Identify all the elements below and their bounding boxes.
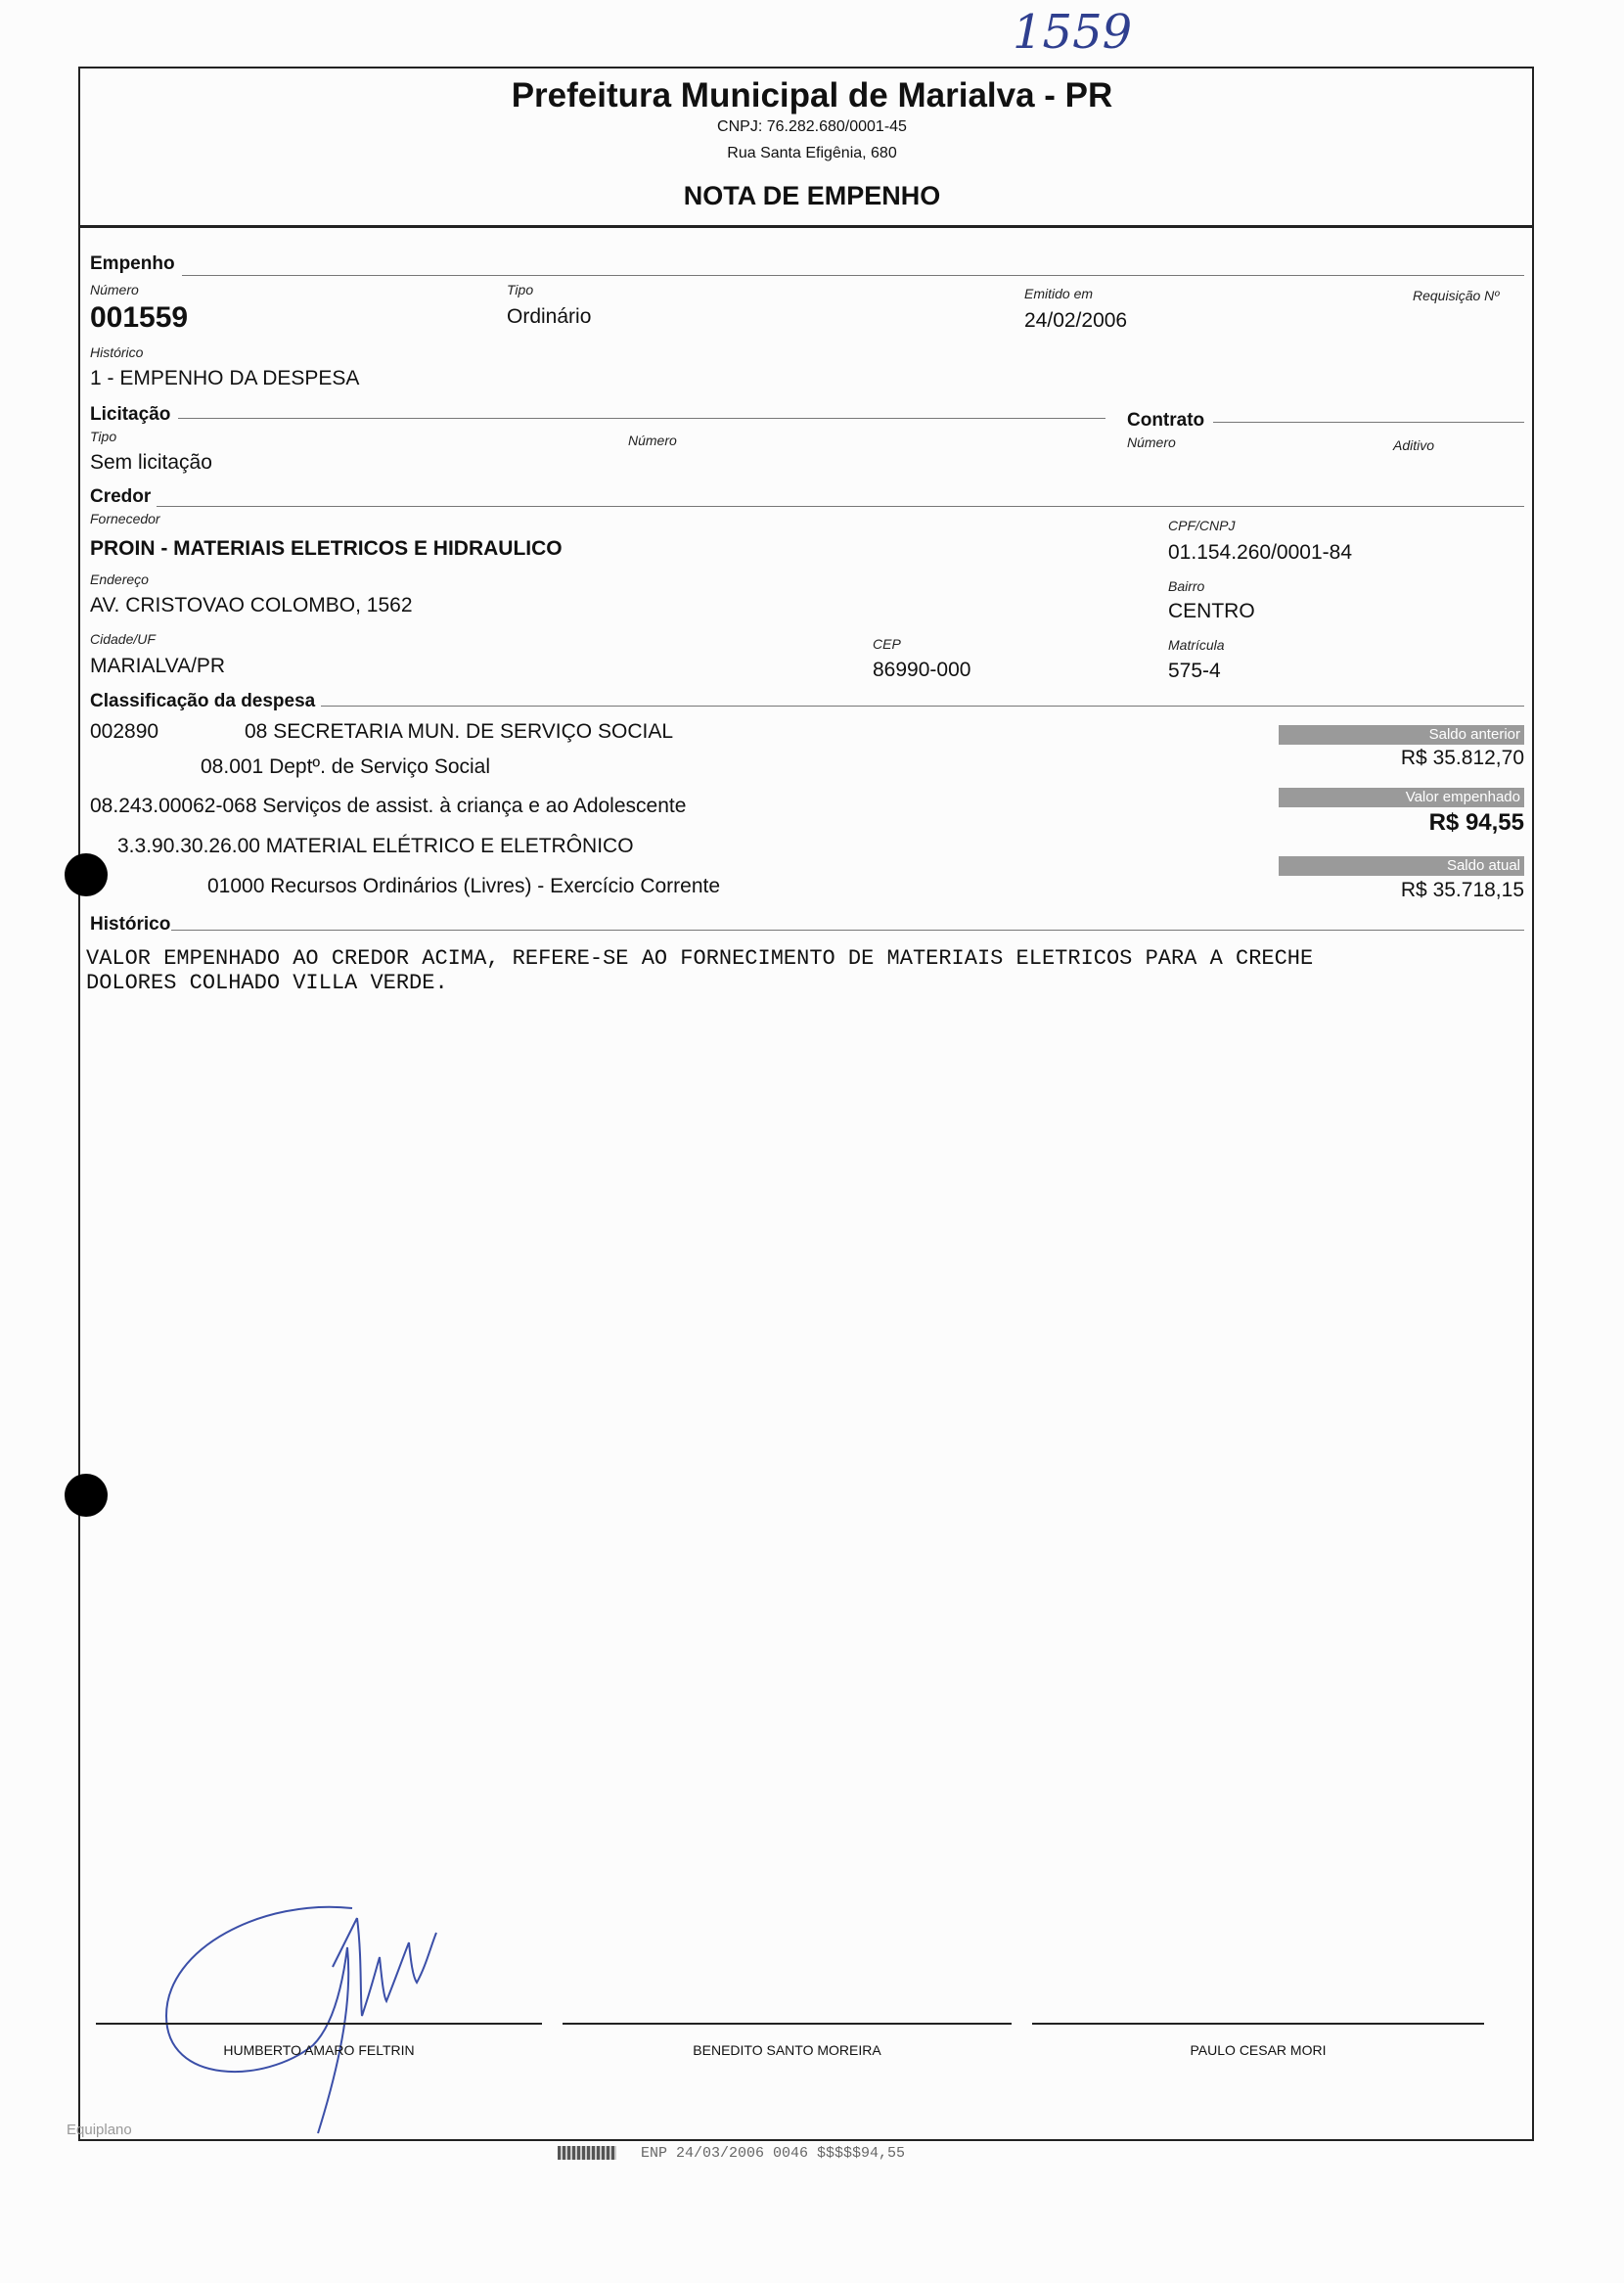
divider [321,706,1524,707]
licitacao-tipo-label: Tipo [90,429,117,444]
valor-empenhado-label: Valor empenhado [1279,788,1524,807]
valor-empenhado-value: R$ 94,55 [1428,809,1524,836]
divider [182,275,1524,276]
section-credor: Credor [90,486,152,507]
signatory-name: BENEDITO SANTO MOREIRA [693,2042,881,2058]
programa: 08.243.00062-068 Serviços de assist. à criança e ao Adolescente [90,795,687,817]
divider [178,418,1105,419]
contrato-aditivo-label: Aditivo [1393,437,1435,453]
saldo-atual-value: R$ 35.718,15 [1400,879,1524,901]
fornecedor-value: PROIN - MATERIAIS ELETRICOS E HIDRAULICO [90,537,563,560]
historico-value: 1 - EMPENHO DA DESPESA [90,367,360,389]
signature-line [1032,2023,1484,2025]
historico-label: Histórico [90,344,144,360]
binder-hole [65,853,108,896]
page-title: Prefeitura Municipal de Marialva - PR [511,76,1113,114]
historico-line-2: DOLORES COLHADO VILLA VERDE. [86,971,448,995]
address-text: Rua Santa Efigênia, 680 [727,145,897,161]
barcode-stamp [558,2146,616,2160]
cidade-value: MARIALVA/PR [90,655,226,677]
historico-line-1: VALOR EMPENHADO AO CREDOR ACIMA, REFERE-SE AO FORNECIMENTO DE MATERIAIS ELETRICOS PARA A CRECHE [86,946,1314,971]
binder-hole [65,1474,108,1517]
licitacao-numero-label: Número [628,433,677,448]
endereco-value: AV. CRISTOVAO COLOMBO, 1562 [90,594,413,616]
contrato-numero-label: Número [1127,434,1176,450]
elemento: 3.3.90.30.26.00 MATERIAL ELÉTRICO E ELETRÔNICO [117,835,634,857]
tipo-value: Ordinário [507,305,592,328]
signatory-name: HUMBERTO AMARO FELTRIN [223,2042,415,2058]
cpf-value: 01.154.260/0001-84 [1168,541,1353,564]
saldo-atual-label: Saldo atual [1279,856,1524,876]
cidade-label: Cidade/UF [90,631,156,647]
classificacao-code: 002890 [90,720,159,743]
empenho-number: 001559 [90,301,189,334]
handwritten-number: 1559 [1013,5,1133,60]
doc-title: NOTA DE EMPENHO [683,181,941,210]
signature-line [96,2023,542,2025]
divider [157,506,1524,507]
matricula-label: Matrícula [1168,637,1225,653]
saldo-anterior-value: R$ 35.812,70 [1400,747,1524,769]
secretaria: 08 SECRETARIA MUN. DE SERVIÇO SOCIAL [245,720,674,743]
fornecedor-label: Fornecedor [90,511,160,526]
cep-value: 86990-000 [873,659,971,681]
requisicao-label: Requisição Nº [1413,288,1500,303]
footer-stamp: ENP 24/03/2006 0046 $$$$$94,55 [641,2145,906,2162]
signature-line [563,2023,1012,2025]
signature-scribble [147,1889,460,2143]
tipo-label: Tipo [507,282,534,297]
header-divider [78,225,1534,228]
departamento: 08.001 Deptº. de Serviço Social [201,755,491,778]
section-classificacao: Classificação da despesa [90,691,316,711]
bairro-label: Bairro [1168,578,1205,594]
numero-label: Número [90,282,139,297]
saldo-anterior-label: Saldo anterior [1279,725,1524,745]
cnpj-text: CNPJ: 76.282.680/0001-45 [717,118,907,135]
brand-text: Equiplano [67,2122,132,2138]
cpf-label: CPF/CNPJ [1168,518,1236,533]
section-historico: Histórico [90,914,171,935]
section-licitacao: Licitação [90,404,171,425]
emitido-value: 24/02/2006 [1024,309,1128,332]
divider [171,930,1524,931]
recurso: 01000 Recursos Ordinários (Livres) - Exercício Corrente [207,875,721,897]
section-contrato: Contrato [1127,410,1205,431]
section-empenho: Empenho [90,253,175,274]
signatory-name: PAULO CESAR MORI [1190,2042,1327,2058]
bairro-value: CENTRO [1168,600,1255,622]
divider [1213,422,1524,423]
endereco-label: Endereço [90,571,149,587]
cep-label: CEP [873,636,901,652]
licitacao-tipo-value: Sem licitação [90,451,212,474]
matricula-value: 575-4 [1168,660,1221,682]
emitido-label: Emitido em [1024,286,1094,301]
